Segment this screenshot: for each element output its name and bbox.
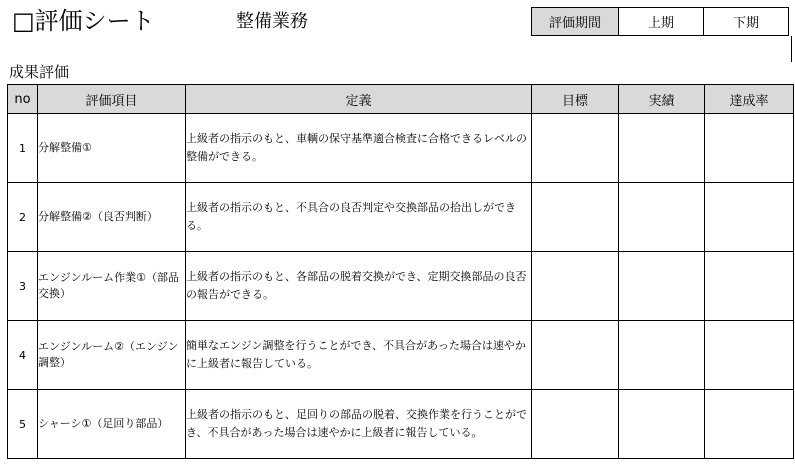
department-title: 整備業務 bbox=[236, 11, 308, 32]
achievement-rate-cell[interactable] bbox=[705, 183, 794, 252]
target-cell[interactable] bbox=[532, 321, 619, 390]
table-header-row bbox=[8, 85, 794, 114]
evaluation-item: 分解整備① bbox=[38, 114, 186, 183]
row-number: 2 bbox=[8, 183, 38, 252]
target-cell[interactable] bbox=[532, 390, 619, 459]
table-row bbox=[8, 114, 794, 183]
row-number: 1 bbox=[8, 114, 38, 183]
period-first-half[interactable]: 上期 bbox=[619, 8, 704, 36]
sheet-title: □評価シート bbox=[12, 7, 155, 35]
definition-cell: 上級者の指示のもと、不具合の良否判定や交換部品の拾出しができる。 bbox=[186, 183, 532, 252]
target-cell[interactable] bbox=[532, 252, 619, 321]
evaluation-period-table bbox=[531, 7, 789, 36]
column-header-item: 評価項目 bbox=[38, 85, 186, 114]
table-row bbox=[8, 321, 794, 390]
column-header-target: 目標 bbox=[532, 85, 619, 114]
evaluation-item: エンジンルーム②（エンジン調整） bbox=[38, 321, 186, 390]
evaluation-item: シャーシ①（足回り部品） bbox=[38, 390, 186, 459]
row-number: 3 bbox=[8, 252, 38, 321]
row-number: 4 bbox=[8, 321, 38, 390]
table-row bbox=[8, 183, 794, 252]
column-header-achievement-rate: 達成率 bbox=[705, 85, 794, 114]
table-row bbox=[8, 390, 794, 459]
achievement-rate-cell[interactable] bbox=[705, 114, 794, 183]
actual-cell[interactable] bbox=[619, 252, 705, 321]
table-row bbox=[8, 252, 794, 321]
evaluation-item: エンジンルーム作業①（部品交換） bbox=[38, 252, 186, 321]
definition-cell: 上級者の指示のもと、各部品の脱着交換ができ、定期交換部品の良否の報告ができる。 bbox=[186, 252, 532, 321]
column-header-no: no bbox=[8, 85, 38, 114]
achievement-rate-cell[interactable] bbox=[705, 390, 794, 459]
divider bbox=[791, 36, 792, 62]
actual-cell[interactable] bbox=[619, 390, 705, 459]
actual-cell[interactable] bbox=[619, 321, 705, 390]
target-cell[interactable] bbox=[532, 183, 619, 252]
section-title: 成果評価 bbox=[9, 63, 70, 81]
actual-cell[interactable] bbox=[619, 183, 705, 252]
actual-cell[interactable] bbox=[619, 114, 705, 183]
achievement-rate-cell[interactable] bbox=[705, 252, 794, 321]
evaluation-item: 分解整備②（良否判断） bbox=[38, 183, 186, 252]
row-number: 5 bbox=[8, 390, 38, 459]
achievement-rate-cell[interactable] bbox=[705, 321, 794, 390]
evaluation-table bbox=[7, 84, 794, 459]
column-header-actual: 実績 bbox=[619, 85, 705, 114]
target-cell[interactable] bbox=[532, 114, 619, 183]
period-label: 評価期間 bbox=[532, 8, 619, 36]
period-second-half[interactable]: 下期 bbox=[704, 8, 789, 36]
column-header-definition: 定義 bbox=[186, 85, 532, 114]
definition-cell: 上級者の指示のもと、車輌の保守基準適合検査に合格できるレベルの整備ができる。 bbox=[186, 114, 532, 183]
definition-cell: 上級者の指示のもと、足回りの部品の脱着、交換作業を行うことができ、不具合があった場合は速やかに上級者に報告している。 bbox=[186, 390, 532, 459]
definition-cell: 簡単なエンジン調整を行うことができ、不具合があった場合は速やかに上級者に報告している。 bbox=[186, 321, 532, 390]
